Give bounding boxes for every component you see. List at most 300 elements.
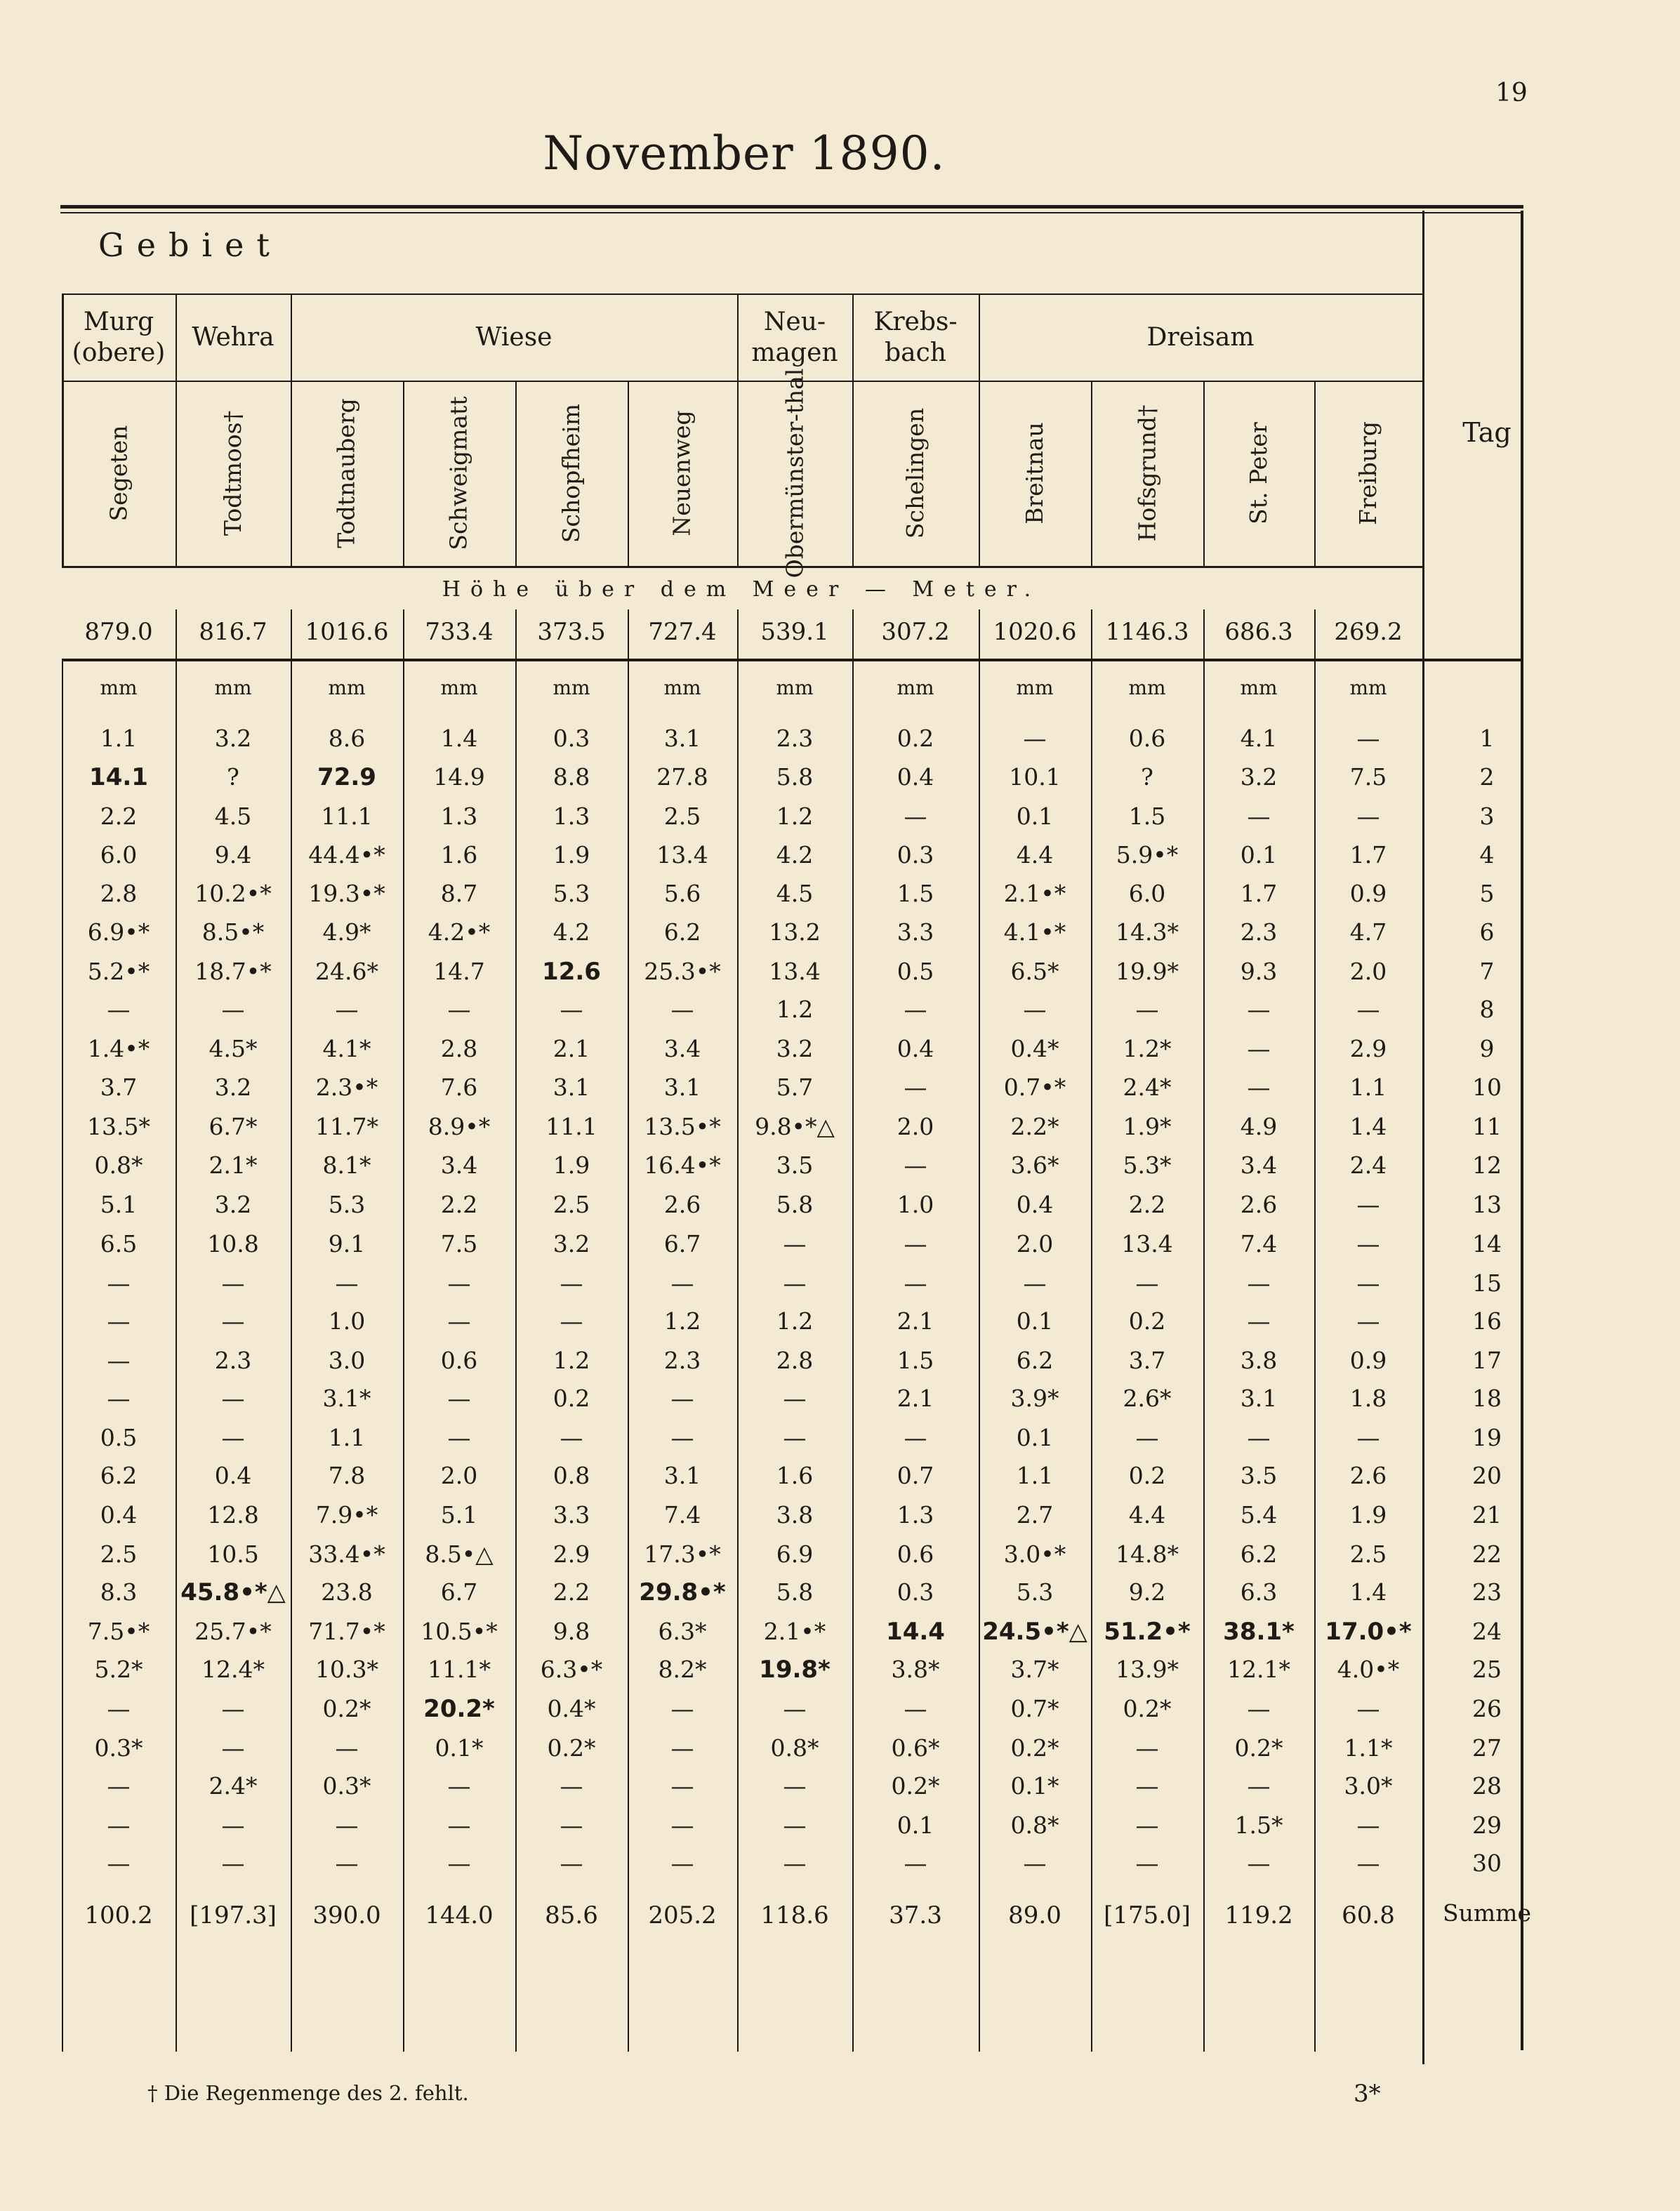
table-cell: — [904, 1230, 927, 1258]
table-cell: 3.7* [1010, 1656, 1059, 1683]
summe-value: 60.8 [1342, 1901, 1395, 1929]
table-cell: 2.2 [100, 803, 138, 830]
table-cell: — [904, 1695, 927, 1722]
table-cell: — [107, 996, 131, 1023]
day-number: 2 [1479, 763, 1495, 791]
table-cell: 25.3•* [644, 958, 721, 985]
table-cell: 0.1 [1016, 803, 1054, 830]
table-cell: 4.1•* [1003, 918, 1066, 946]
table-cell: — [1247, 1695, 1271, 1722]
table-cell: 2.4* [1123, 1074, 1172, 1101]
table-cell: 5.3* [1123, 1151, 1172, 1179]
unit-label: mm [1240, 676, 1278, 699]
table-cell: 1.0 [328, 1307, 366, 1335]
table-cell: 4.4 [1128, 1501, 1166, 1529]
station-name: Neuenweg [668, 410, 696, 536]
table-cell: — [1023, 725, 1047, 752]
table-cell: 2.8 [100, 880, 138, 907]
unit-label: mm [553, 676, 590, 699]
table-cell: — [560, 1307, 583, 1335]
table-cell: 2.2 [1128, 1191, 1166, 1218]
table-cell: 0.7•* [1003, 1074, 1066, 1101]
table-cell: 51.2•* [1104, 1618, 1191, 1646]
table-cell: 0.1 [1240, 841, 1278, 869]
table-cell: 0.1* [435, 1734, 484, 1762]
table-cell: 3.2 [214, 725, 252, 752]
table-cell: 10.5•* [421, 1618, 498, 1645]
station-name: Freiburg [1354, 421, 1382, 526]
table-cell: 1.1 [100, 725, 138, 752]
day-number: 7 [1479, 958, 1495, 985]
unit-label: mm [776, 676, 814, 699]
table-cell: 0.3 [897, 841, 934, 869]
table-cell: 13.4 [1121, 1230, 1173, 1258]
table-cell: 2.0 [897, 1113, 934, 1140]
footnote: † Die Regenmenge des 2. fehlt. [147, 2081, 469, 2105]
station-2 [291, 385, 403, 562]
table-cell: 9.4 [214, 841, 252, 869]
station-6 [737, 368, 852, 579]
day-number: 10 [1472, 1074, 1502, 1101]
elevation-value: 816.7 [199, 618, 267, 646]
table-cell: — [904, 1269, 927, 1297]
table-cell: 0.8 [553, 1462, 590, 1489]
table-cell: 5.3 [1016, 1578, 1054, 1606]
signature-mark: 3* [1354, 2080, 1381, 2108]
table-cell: 1.3 [897, 1501, 934, 1529]
table-cell: 19.8* [759, 1656, 831, 1684]
table-cell: 38.1* [1223, 1618, 1295, 1646]
summe-value: [197.3] [190, 1901, 277, 1929]
table-cell: 2.4* [209, 1772, 258, 1800]
table-cell: 12.4* [201, 1656, 265, 1683]
table-cell: 4.9 [1240, 1113, 1278, 1140]
table-cell: 0.2* [322, 1695, 371, 1722]
table-cell: 6.2 [1240, 1540, 1278, 1568]
station-5 [628, 385, 737, 562]
table-cell: 0.9 [1349, 880, 1387, 907]
summe-value: 119.2 [1224, 1901, 1293, 1929]
table-cell: 5.3 [553, 880, 590, 907]
summe-value: 100.2 [84, 1901, 153, 1929]
table-cell: 11.1 [321, 803, 373, 830]
table-cell: 0.4* [1010, 1035, 1059, 1062]
table-cell: 7.4 [663, 1501, 701, 1529]
summe-value: 118.6 [760, 1901, 829, 1929]
station-name: Hofsgrund† [1133, 404, 1161, 542]
station-name: Todtnauberg [333, 398, 360, 548]
table-cell: 23.8 [321, 1578, 373, 1606]
table-cell: 20.2* [423, 1695, 495, 1723]
elev-rule [291, 609, 292, 660]
table-cell: 2.2 [440, 1191, 478, 1218]
table-cell: 3.4 [440, 1151, 478, 1179]
table-cell: 3.9* [1010, 1385, 1059, 1412]
table-cell: 11.1 [545, 1113, 597, 1140]
table-cell: 14.1 [89, 763, 148, 791]
table-cell: — [221, 1734, 245, 1762]
table-cell: 2.1•* [763, 1618, 826, 1645]
day-number: 16 [1472, 1307, 1502, 1335]
group-3: Neu-magen [751, 308, 838, 367]
group-rule [737, 293, 739, 382]
gebiet-label: Gebiet [98, 226, 282, 264]
station-1 [176, 385, 291, 562]
table-cell: — [221, 996, 245, 1023]
unit-label: mm [214, 676, 252, 699]
summe-value: [175.0] [1104, 1901, 1191, 1929]
table-cell: 1.4•* [87, 1035, 150, 1062]
table-cell: 13.5•* [644, 1113, 721, 1140]
table-cell: — [1135, 1849, 1159, 1877]
table-cell: 1.9* [1123, 1113, 1172, 1140]
group-2: Wiese [475, 323, 553, 352]
table-cell: 19.3•* [308, 880, 385, 907]
table-cell: 1.7 [1349, 841, 1387, 869]
page-number: 19 [1495, 79, 1528, 107]
day-number: 3 [1479, 803, 1495, 830]
station-rule [628, 381, 629, 566]
table-cell: 7.5•* [87, 1618, 150, 1645]
table-cell: — [670, 1269, 694, 1297]
table-cell: 11.1* [428, 1656, 491, 1683]
station-name: Breitnau [1021, 422, 1048, 524]
table-cell: 6.3•* [540, 1656, 603, 1683]
table-cell: 17.0•* [1325, 1618, 1412, 1646]
table-cell: 2.3 [1240, 918, 1278, 946]
table-cell: 0.1 [1016, 1307, 1054, 1335]
table-cell: 1.2 [776, 1307, 814, 1335]
table-cell: 6.7 [440, 1578, 478, 1606]
table-cell: — [670, 1811, 694, 1839]
table-cell: — [447, 1772, 471, 1800]
top-rule [60, 205, 1523, 209]
table-cell: 1.9 [553, 1151, 590, 1179]
day-number: 6 [1479, 918, 1495, 946]
table-cell: — [447, 1849, 471, 1877]
day-number: 22 [1472, 1540, 1502, 1568]
unit-label: mm [440, 676, 478, 699]
day-number: 5 [1479, 880, 1495, 907]
table-cell: 2.5 [1349, 1540, 1387, 1568]
table-cell: 5.1 [440, 1501, 478, 1529]
table-cell: 2.5 [663, 803, 701, 830]
unit-label: mm [328, 676, 366, 699]
table-cell: 3.5 [776, 1151, 814, 1179]
table-cell: 3.7 [100, 1074, 138, 1101]
table-cell: 11.7* [315, 1113, 378, 1140]
table-cell: 3.0•* [1003, 1540, 1066, 1568]
table-cell: — [560, 1811, 583, 1839]
table-cell: 2.1* [209, 1151, 258, 1179]
table-cell: 2.8 [440, 1035, 478, 1062]
table-cell: 10.3* [315, 1656, 378, 1683]
table-cell: 17.3•* [644, 1540, 721, 1568]
day-number: 24 [1472, 1618, 1502, 1645]
table-cell: 1.1* [1344, 1734, 1393, 1762]
table-cell: 6.5 [100, 1230, 138, 1258]
day-number: 12 [1472, 1151, 1502, 1179]
station-rule [852, 381, 854, 566]
table-cell: 2.6 [663, 1191, 701, 1218]
table-cell: 0.6 [440, 1347, 478, 1374]
table-cell: 2.4 [1349, 1151, 1387, 1179]
table-cell: 5.4 [1240, 1501, 1278, 1529]
table-cell: — [221, 1811, 245, 1839]
station-name: Todtmoos† [219, 410, 247, 536]
day-number: 29 [1472, 1811, 1502, 1839]
group-4: Krebs-bach [873, 308, 958, 367]
table-cell: — [783, 1269, 807, 1297]
table-cell: 3.3 [897, 918, 934, 946]
table-cell: 3.4 [1240, 1151, 1278, 1179]
station-rule [291, 381, 292, 566]
table-cell: — [335, 1734, 359, 1762]
table-cell: 1.1 [328, 1424, 366, 1451]
table-cell: 2.1 [897, 1385, 934, 1412]
table-cell: 3.4 [663, 1035, 701, 1062]
table-cell: 3.3 [553, 1501, 590, 1529]
table-cell: — [1247, 1269, 1271, 1297]
day-number: 11 [1472, 1113, 1502, 1140]
table-cell: 10.1 [1009, 763, 1061, 791]
table-cell: 7.8 [328, 1462, 366, 1489]
table-cell: 4.5 [214, 803, 252, 830]
table-cell: — [1135, 1772, 1159, 1800]
table-cell: 0.1* [1010, 1772, 1059, 1800]
table-cell: 3.1 [663, 725, 701, 752]
table-cell: — [1247, 1849, 1271, 1877]
table-cell: — [1135, 1269, 1159, 1297]
table-cell: — [1356, 996, 1380, 1023]
table-cell: 4.5 [776, 880, 814, 907]
table-cell: 3.8 [776, 1501, 814, 1529]
table-cell: 1.7 [1240, 880, 1278, 907]
day-number: 23 [1472, 1578, 1502, 1606]
table-cell: 4.9* [322, 918, 371, 946]
table-cell: 0.8* [94, 1151, 143, 1179]
day-number: 20 [1472, 1462, 1502, 1489]
elevation-value: 879.0 [84, 618, 153, 646]
table-cell: — [1023, 996, 1047, 1023]
table-cell: 4.1* [322, 1035, 371, 1062]
day-number: 4 [1479, 841, 1495, 869]
table-cell: 6.0 [1128, 880, 1166, 907]
group-0: Murg (obere) [72, 308, 166, 367]
station-9 [1091, 385, 1203, 562]
table-cell: — [447, 1424, 471, 1451]
station-rule [1203, 381, 1205, 566]
table-cell: 0.5 [897, 958, 934, 985]
table-cell: 3.2 [214, 1191, 252, 1218]
table-cell: 1.5 [897, 1347, 934, 1374]
table-cell: 24.6* [315, 958, 378, 985]
table-cell: 72.9 [317, 763, 376, 791]
table-cell: 13.9* [1116, 1656, 1179, 1683]
station-rule [515, 381, 517, 566]
table-cell: — [107, 1772, 131, 1800]
table-cell: 1.3 [440, 803, 478, 830]
table-cell: 1.2* [1123, 1035, 1172, 1062]
table-cell: 3.7 [1128, 1347, 1166, 1374]
station-name: Schelingen [901, 407, 930, 539]
station-name: Schweigmatt [445, 396, 473, 550]
elev-rule [737, 609, 739, 660]
table-cell: 0.2* [1010, 1734, 1059, 1762]
table-cell: — [221, 1695, 245, 1722]
table-cell: 3.1* [322, 1385, 371, 1412]
table-cell: 1.2 [776, 996, 814, 1023]
table-cell: — [1023, 1849, 1047, 1877]
table-cell: 3.1 [553, 1074, 590, 1101]
table-cell: 8.5•* [201, 918, 265, 946]
table-cell: — [107, 1269, 131, 1297]
table-cell: 4.5* [209, 1035, 258, 1062]
table-cell: — [107, 1849, 131, 1877]
table-cell: 7.5 [440, 1230, 478, 1258]
table-cell: 1.1 [1016, 1462, 1054, 1489]
table-cell: — [107, 1385, 131, 1412]
table-cell: 6.0 [100, 841, 138, 869]
station-name: Obermünster-thal [781, 368, 808, 579]
table-cell: — [1247, 1035, 1271, 1062]
elev-rule [403, 609, 404, 660]
table-cell: 10.2•* [194, 880, 272, 907]
table-cell: — [1247, 996, 1271, 1023]
table-cell: 3.1 [663, 1074, 701, 1101]
table-cell: 29.8•* [639, 1578, 726, 1606]
table-cell: — [447, 1811, 471, 1839]
table-cell: 3.2 [553, 1230, 590, 1258]
table-cell: 1.6 [776, 1462, 814, 1489]
group-5: Dreisam [1146, 323, 1255, 352]
table-cell: 5.6 [663, 880, 701, 907]
table-cell: 19.9* [1116, 958, 1179, 985]
table-cell: 14.9 [433, 763, 485, 791]
table-cell: 7.5 [1349, 763, 1387, 791]
day-number: 26 [1472, 1695, 1502, 1722]
table-cell: — [1135, 1424, 1159, 1451]
table-cell: — [447, 996, 471, 1023]
table-cell: 10.8 [207, 1230, 259, 1258]
group-1: Wehra [192, 323, 275, 352]
group-rule [291, 293, 292, 382]
station-rule [403, 381, 404, 566]
unit-label: mm [1016, 676, 1054, 699]
table-cell: 3.5 [1240, 1462, 1278, 1489]
table-cell: 13.5* [87, 1113, 150, 1140]
table-cell: — [670, 996, 694, 1023]
table-cell: — [221, 1849, 245, 1877]
table-cell: 8.3 [100, 1578, 138, 1606]
table-cell: 0.5 [100, 1424, 138, 1451]
table-cell: 2.9 [553, 1540, 590, 1568]
table-cell: 14.7 [433, 958, 485, 985]
table-cell: 12.6 [542, 958, 601, 986]
table-cell: — [1247, 1074, 1271, 1101]
table-cell: 1.4 [1349, 1113, 1387, 1140]
table-cell: 2.7 [1016, 1501, 1054, 1529]
table-cell: — [1247, 1424, 1271, 1451]
table-cell: ? [1141, 763, 1153, 791]
table-cell: — [1023, 1269, 1047, 1297]
table-cell: 2.6* [1123, 1385, 1172, 1412]
table-cell: 0.1 [897, 1811, 934, 1839]
table-cell: 7.6 [440, 1074, 478, 1101]
table-cell: — [335, 1849, 359, 1877]
table-cell: 6.7* [209, 1113, 258, 1140]
elevation-value: 686.3 [1224, 618, 1293, 646]
table-cell: 0.2 [1128, 1462, 1166, 1489]
summe-value: 89.0 [1008, 1901, 1061, 1929]
table-cell: 14.8* [1116, 1540, 1179, 1568]
table-cell: 4.2 [553, 918, 590, 946]
table-cell: 13.4 [656, 841, 708, 869]
elev-rule [852, 609, 854, 660]
table-cell: 1.9 [553, 841, 590, 869]
table-cell: — [107, 1347, 131, 1374]
table-cell: — [904, 1074, 927, 1101]
table-cell: 9.2 [1128, 1578, 1166, 1606]
table-cell: — [670, 1772, 694, 1800]
day-number: 17 [1472, 1347, 1502, 1374]
table-cell: 1.8 [1349, 1385, 1387, 1412]
page-title: November 1890. [543, 126, 946, 180]
table-cell: 0.3 [897, 1578, 934, 1606]
table-cell: — [1247, 1772, 1271, 1800]
station-3 [403, 385, 515, 562]
table-cell: 0.7 [897, 1462, 934, 1489]
day-number: 14 [1472, 1230, 1502, 1258]
table-cell: 14.4 [886, 1618, 945, 1646]
table-cell: 6.3* [658, 1618, 707, 1645]
table-cell: 0.8* [770, 1734, 819, 1762]
table-cell: — [221, 1424, 245, 1451]
table-cell: — [1356, 725, 1380, 752]
elevation-value: 733.4 [425, 618, 494, 646]
elevation-value: 373.5 [537, 618, 606, 646]
table-cell: — [1247, 803, 1271, 830]
table-cell: — [904, 1424, 927, 1451]
station-name: Schopfheim [557, 403, 585, 543]
table-cell: — [560, 1424, 583, 1451]
height-label: Höhe über dem Meer — Meter. [442, 577, 1041, 602]
table-cell: — [1356, 1269, 1380, 1297]
table-cell: 2.3 [214, 1347, 252, 1374]
table-cell: 5.8 [776, 763, 814, 791]
elevation-value: 1020.6 [993, 618, 1077, 646]
summe-value: 205.2 [648, 1901, 717, 1929]
table-cell: — [904, 1849, 927, 1877]
header-bottom-rule [62, 659, 1522, 661]
table-cell: 8.9•* [428, 1113, 491, 1140]
table-cell: — [904, 803, 927, 830]
station-rule [737, 381, 739, 566]
table-cell: — [1356, 1695, 1380, 1722]
table-cell: 1.5* [1234, 1811, 1283, 1839]
station-bottom-rule [62, 566, 1422, 568]
table-cell: — [1356, 1424, 1380, 1451]
day-number: 13 [1472, 1191, 1502, 1218]
elevation-value: 1016.6 [305, 618, 389, 646]
table-cell: — [335, 1811, 359, 1839]
table-cell: — [1247, 1307, 1271, 1335]
table-cell: — [783, 1385, 807, 1412]
table-cell: 0.2* [1123, 1695, 1172, 1722]
table-cell: 0.2 [553, 1385, 590, 1412]
table-cell: — [670, 1424, 694, 1451]
table-cell: — [783, 1849, 807, 1877]
